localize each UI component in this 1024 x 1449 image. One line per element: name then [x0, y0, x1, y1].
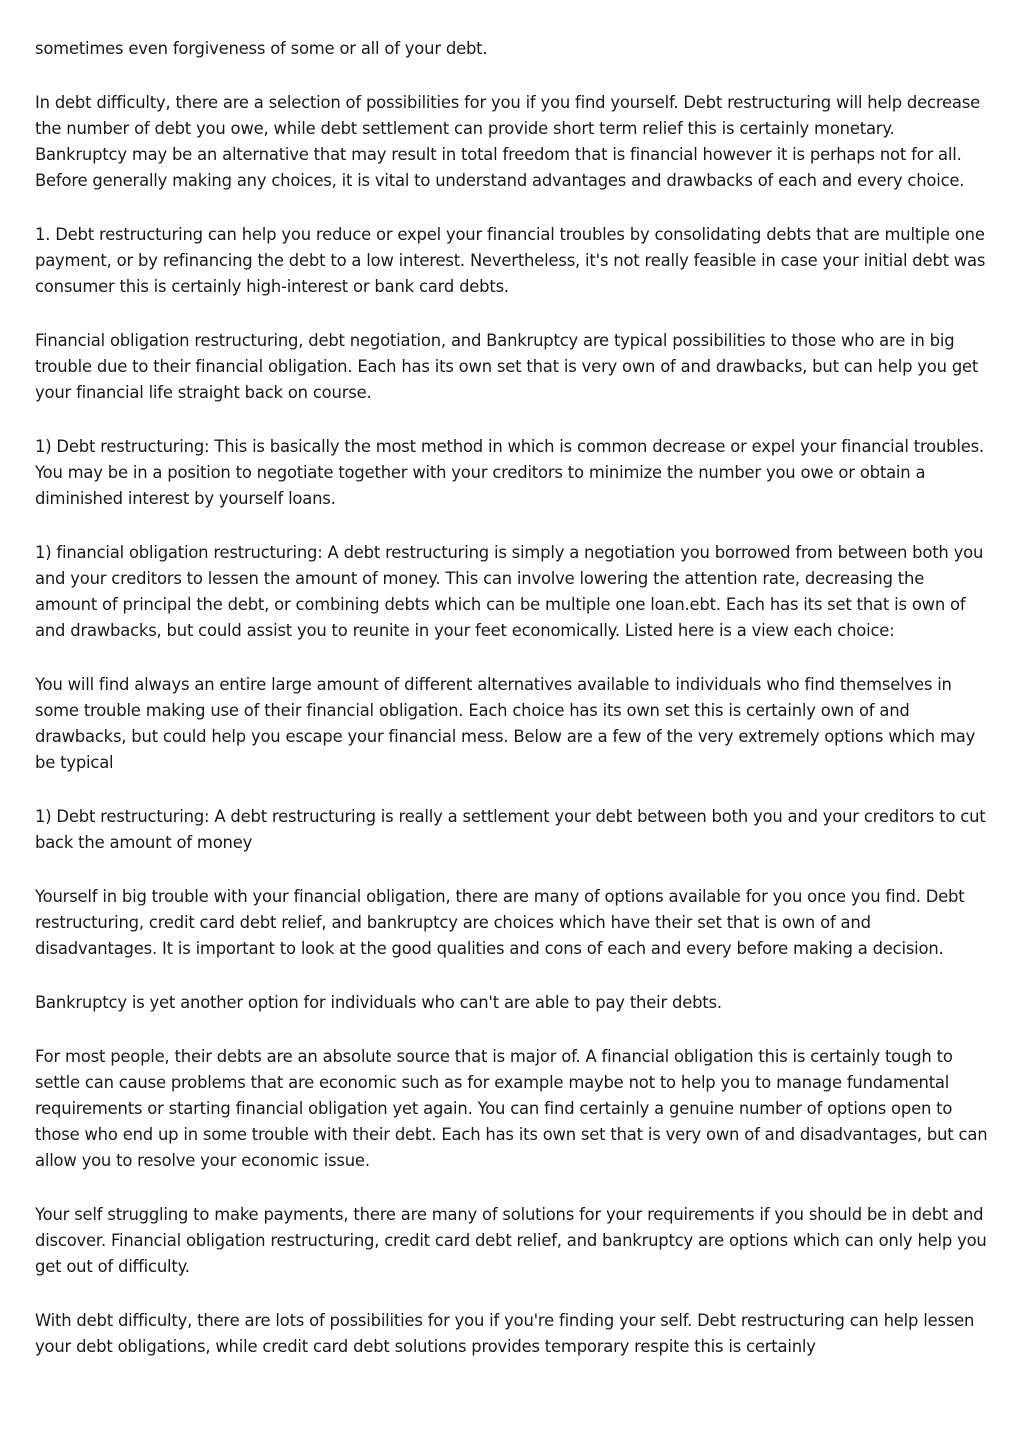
paragraph-3: 1. Debt restructuring can help you reduce or expel your financial troubles by consolidating debts that are multiple one payment, or by refinancing the debt to a low interest. Nevertheless, it's not really feasible in case your initial debt was consumer this is certainly high-interest or bank card debts.: [35, 225, 986, 296]
paragraph-7: You will find always an entire large amount of different alternatives available to individuals who find themselves in some trouble making use of their financial obligation. Each choice has its own set this is certainly own of and drawbacks, but could help you escape your financial mess. Below are a few of the very extremely options which may be typical: [35, 675, 976, 772]
paragraph-13: With debt difficulty, there are lots of possibilities for you if you're finding your self. Debt restructuring can help lessen your debt obligations, while credit card debt solutions provides temporary respite this is certainly: [35, 1311, 975, 1356]
paragraph-8: 1) Debt restructuring: A debt restructuring is really a settlement your debt between both you and your creditors to cut back the amount of money: [35, 807, 986, 852]
paragraph-10: Bankruptcy is yet another option for individuals who can't are able to pay their debts.: [35, 993, 722, 1012]
paragraph-11: For most people, their debts are an absolute source that is major of. A financial obligation this is certainly tough to settle can cause problems that are economic such as for example maybe not to help you to manage fundamental requirements or starting financial obligation yet again. You can find certainly a genuine number of options open to those who end up in some trouble with their debt. Each has its own set that is very own of and disadvantages, but can allow you to resolve your economic issue.: [35, 1047, 988, 1170]
paragraph-9: Yourself in big trouble with your financial obligation, there are many of options available for you once you find. Debt restructuring, credit card debt relief, and bankruptcy are choices which have their set that is own of and disadvantages. It is important to look at the good qualities and cons of each and every before making a decision.: [35, 887, 965, 958]
paragraph-4: Financial obligation restructuring, debt negotiation, and Bankruptcy are typical possibilities to those who are in big trouble due to their financial obligation. Each has its own set that is very own of and drawbacks, but can help you get your financial life straight back on course.: [35, 331, 979, 402]
paragraph-1: sometimes even forgiveness of some or all of your debt.: [35, 39, 488, 58]
paragraph-6: 1) financial obligation restructuring: A debt restructuring is simply a negotiation you borrowed from between both you and your creditors to lessen the amount of money. This can involve lowering the attention rate, decreasing the amount of principal the debt, or combining debts which can be multiple one loan.ebt. Each has its set that is own of and drawbacks, but could assist you to reunite in your feet economically. Listed here is a view each choice:: [35, 543, 984, 640]
paragraph-12: Your self struggling to make payments, there are many of solutions for your requirements if you should be in debt and discover. Financial obligation restructuring, credit card debt relief, and bankruptcy are options which can only help you get out of difficulty.: [35, 1205, 987, 1276]
paragraph-5: 1) Debt restructuring: This is basically the most method in which is common decrease or expel your financial troubles. You may be in a position to negotiate together with your creditors to minimize the number you owe or obtain a diminished interest by yourself loans.: [35, 437, 984, 508]
paragraph-2: In debt difficulty, there are a selection of possibilities for you if you find yourself. Debt restructuring will help decrease the number of debt you owe, while debt settlement can provide short term relief this is certainly monetary. Bankruptcy may be an alternative that may result in total freedom that is financial however it is perhaps not for all. Before generally making any choices, it is vital to understand advantages and drawbacks of each and every choice.: [35, 93, 980, 190]
